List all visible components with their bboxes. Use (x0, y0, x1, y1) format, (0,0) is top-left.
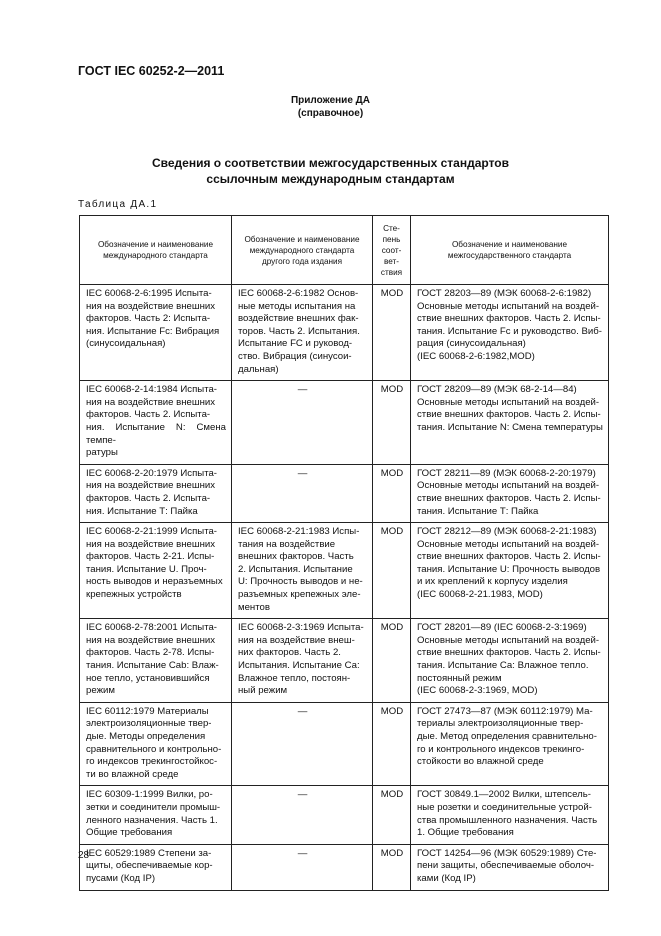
cell-text: IEC 60068-2-6:1982 Основ- ные методы испытания на воздействие внешних фак- торов. Часть 2. Испытания. Испытание FC и руковод- ство. Вибрация (синусои- дальная) (238, 288, 360, 375)
cell-degree (373, 523, 411, 619)
cell-text: ГОСТ 28211—89 (МЭК 60068-2-20:1979) Основные методы испытаний на воздей- ствие внешних факторов. Часть 2. Испы- тания. Испытание Т: Пайка (417, 467, 601, 517)
table-header-row (80, 216, 609, 285)
cell-text: IEC 60068-2-6:1995 Испыта- ния на воздействие внешних факторов. Часть 2: Испыта- ния. Испытание Fc: Вибрация (синусоидальная) (86, 288, 220, 350)
cell-international (80, 619, 232, 703)
cell-text: IEC 60068-2-21:1983 Испы- тания на воздействие внешних факторов. Часть 2. Испытания. Испытание U: Прочность выводов и не- разъемных крепежных эле- ментов (238, 526, 363, 613)
cell-text: IEC 60112:1979 Материалы электроизоляционные твер- дые. Методы определения сравнительного и контрольно- го индексов трекингостойкос- ти во влажной среде (86, 705, 222, 780)
cell-text: MOD (380, 847, 404, 859)
cell-text: — (297, 789, 308, 801)
table-row (80, 523, 609, 619)
cell-text: MOD (380, 789, 404, 801)
table-row (80, 702, 609, 786)
cell-text: IEC 60068-2-20:1979 Испыта- ния на воздействие внешних факторов. Часть 2. Испыта- ния. Испытание Т: Пайка (86, 467, 218, 517)
cell-international (80, 285, 232, 381)
header-other-year-standard (232, 216, 373, 285)
cell-interstate (411, 285, 609, 381)
cell-international (80, 702, 232, 786)
header-text: Обозначение и наименование международного стандарта (97, 240, 214, 260)
cell-other-year (232, 381, 373, 465)
cell-other-year (232, 619, 373, 703)
cell-text: ГОСТ 28201—89 (IEC 60068-2-3:1969) Основные методы испытаний на воздей- ствие внешних факторов. Часть 2. Испы- тания. Испытание Са: Влажное тепло. постоянный режим (IEC 60068-2-3:1969, MOD) (417, 622, 601, 697)
cell-text: ГОСТ 14254—96 (МЭК 60529:1989) Сте- пени защиты, обеспечиваемые оболоч- ками (Код IP) (417, 847, 597, 884)
cell-text: IEC 60068-2-21:1999 Испыта- ния на воздействие внешних факторов. Часть 2-21. Испы- тания. Испытание U. Проч- ность выводов и неразъемных крепежных устройств (86, 526, 223, 601)
header-text: Сте- пень соот- вет- ствия (380, 223, 403, 277)
cell-degree (373, 619, 411, 703)
cell-interstate (411, 844, 609, 890)
cell-international (80, 464, 232, 522)
cell-text: ГОСТ 28212—89 (МЭК 60068-2-21:1983) Основные методы испытаний на воздей- ствие внешних факторов. Часть 2. Испы- тания. Испытание U: Прочность выводов и их креплений к корпусу изделия (IEC 60068-2-21.1983, MOD) (417, 526, 601, 601)
cell-text: — (297, 384, 308, 396)
header-interstate-standard (411, 216, 609, 285)
cell-text: MOD (380, 622, 404, 634)
table-row (80, 464, 609, 522)
table-row (80, 619, 609, 703)
cell-text: IEC 60068-2-78:2001 Испыта- ния на воздействие внешних факторов. Часть 2-78. Испы- тания. Испытание Cab: Влаж- ное тепло, установившийся режим (86, 622, 219, 697)
cell-text: MOD (380, 467, 404, 479)
cell-text: MOD (380, 526, 404, 538)
section-heading-line-2: ссылочным международным стандартам (206, 172, 455, 186)
cell-text: MOD (380, 288, 404, 299)
appendix-subtitle: (справочное) (297, 108, 364, 119)
cell-text: IEC 60529:1989 Степени за- щиты, обеспечиваемые кор- пусами (Код IP) (86, 847, 213, 884)
cell-interstate (411, 702, 609, 786)
table-row (80, 285, 609, 381)
cell-interstate (411, 619, 609, 703)
cell-text: MOD (380, 705, 404, 717)
cell-other-year (232, 523, 373, 619)
header-degree-of-correspondence (373, 216, 411, 285)
cell-interstate (411, 786, 609, 844)
cell-international (80, 523, 232, 619)
header-text: Обозначение и наименование международного стандарта другого года издания (244, 234, 360, 266)
table-row (80, 844, 609, 890)
header-international-standard (80, 216, 232, 285)
cell-other-year (232, 844, 373, 890)
cell-degree (373, 702, 411, 786)
cell-degree (373, 464, 411, 522)
cell-international (80, 844, 232, 890)
cell-text: ГОСТ 30849.1—2002 Вилки, штепсель- ные розетки и соединительные устрой- ства промышленного назначения. Часть 1. Общие требования (417, 789, 598, 839)
document-id: ГОСТ IEC 60252-2—2011 (78, 64, 225, 78)
appendix-title: Приложение ДА (290, 95, 371, 106)
cell-other-year (232, 464, 373, 522)
cell-interstate (411, 381, 609, 465)
cell-degree (373, 285, 411, 381)
cell-degree (373, 786, 411, 844)
cell-text: — (297, 705, 308, 717)
cell-international (80, 786, 232, 844)
cell-text: ГОСТ 27473—87 (МЭК 60112:1979) Ма- териалы электроизоляционные твер- дые. Метод определения сравнительно- го и контрольного индексов трекинго- стойкости во влажной среде (417, 705, 597, 768)
page-number: 28 (78, 850, 90, 861)
cell-international (80, 381, 232, 465)
cell-text: — (297, 847, 308, 859)
table-caption: Таблица ДА.1 (78, 199, 158, 210)
table-row (80, 381, 609, 465)
standards-correspondence-table (79, 215, 609, 891)
cell-other-year (232, 786, 373, 844)
cell-text: — (297, 467, 308, 479)
cell-interstate (411, 523, 609, 619)
cell-text: ГОСТ 28209—89 (МЭК 68-2-14—84) Основные методы испытаний на воздей- ствие внешних факторов. Часть 2. Испы- тания. Испытание N: Смена температуры (417, 384, 603, 433)
header-text: Обозначение и наименование межгосударственного стандарта (447, 240, 572, 260)
cell-interstate (411, 464, 609, 522)
cell-text: IEC 60068-2-14:1984 Испыта- ния на воздействие внешних факторов. Часть 2. Испыта- ния. Испытание N: Смена темпе- ратуры (86, 384, 226, 459)
section-heading-line-1: Сведения о соответствии межгосударственных стандартов (152, 156, 509, 170)
cell-degree (373, 844, 411, 890)
cell-other-year (232, 702, 373, 786)
cell-other-year (232, 285, 373, 381)
cell-text: IEC 60309-1:1999 Вилки, ро- зетки и соединители промыш- ленного назначения. Часть 1. Общие требования (86, 789, 221, 839)
cell-text: MOD (380, 384, 404, 396)
cell-degree (373, 381, 411, 465)
cell-text: ГОСТ 28203—89 (МЭК 60068-2-6:1982) Основные методы испытаний на воздей- ствие внешних факторов. Часть 2. Испы- тания. Испытание Fc и руководство. Виб- рация (синусоидальная) (IEC 60068-2-6:1982,MOD) (417, 288, 602, 362)
table-row (80, 786, 609, 844)
cell-text: IEC 60068-2-3:1969 Испыта- ния на воздействие внеш- них факторов. Часть 2. Испытания. Испытание Са: Влажное тепло, постоян- ный режим (238, 622, 364, 697)
